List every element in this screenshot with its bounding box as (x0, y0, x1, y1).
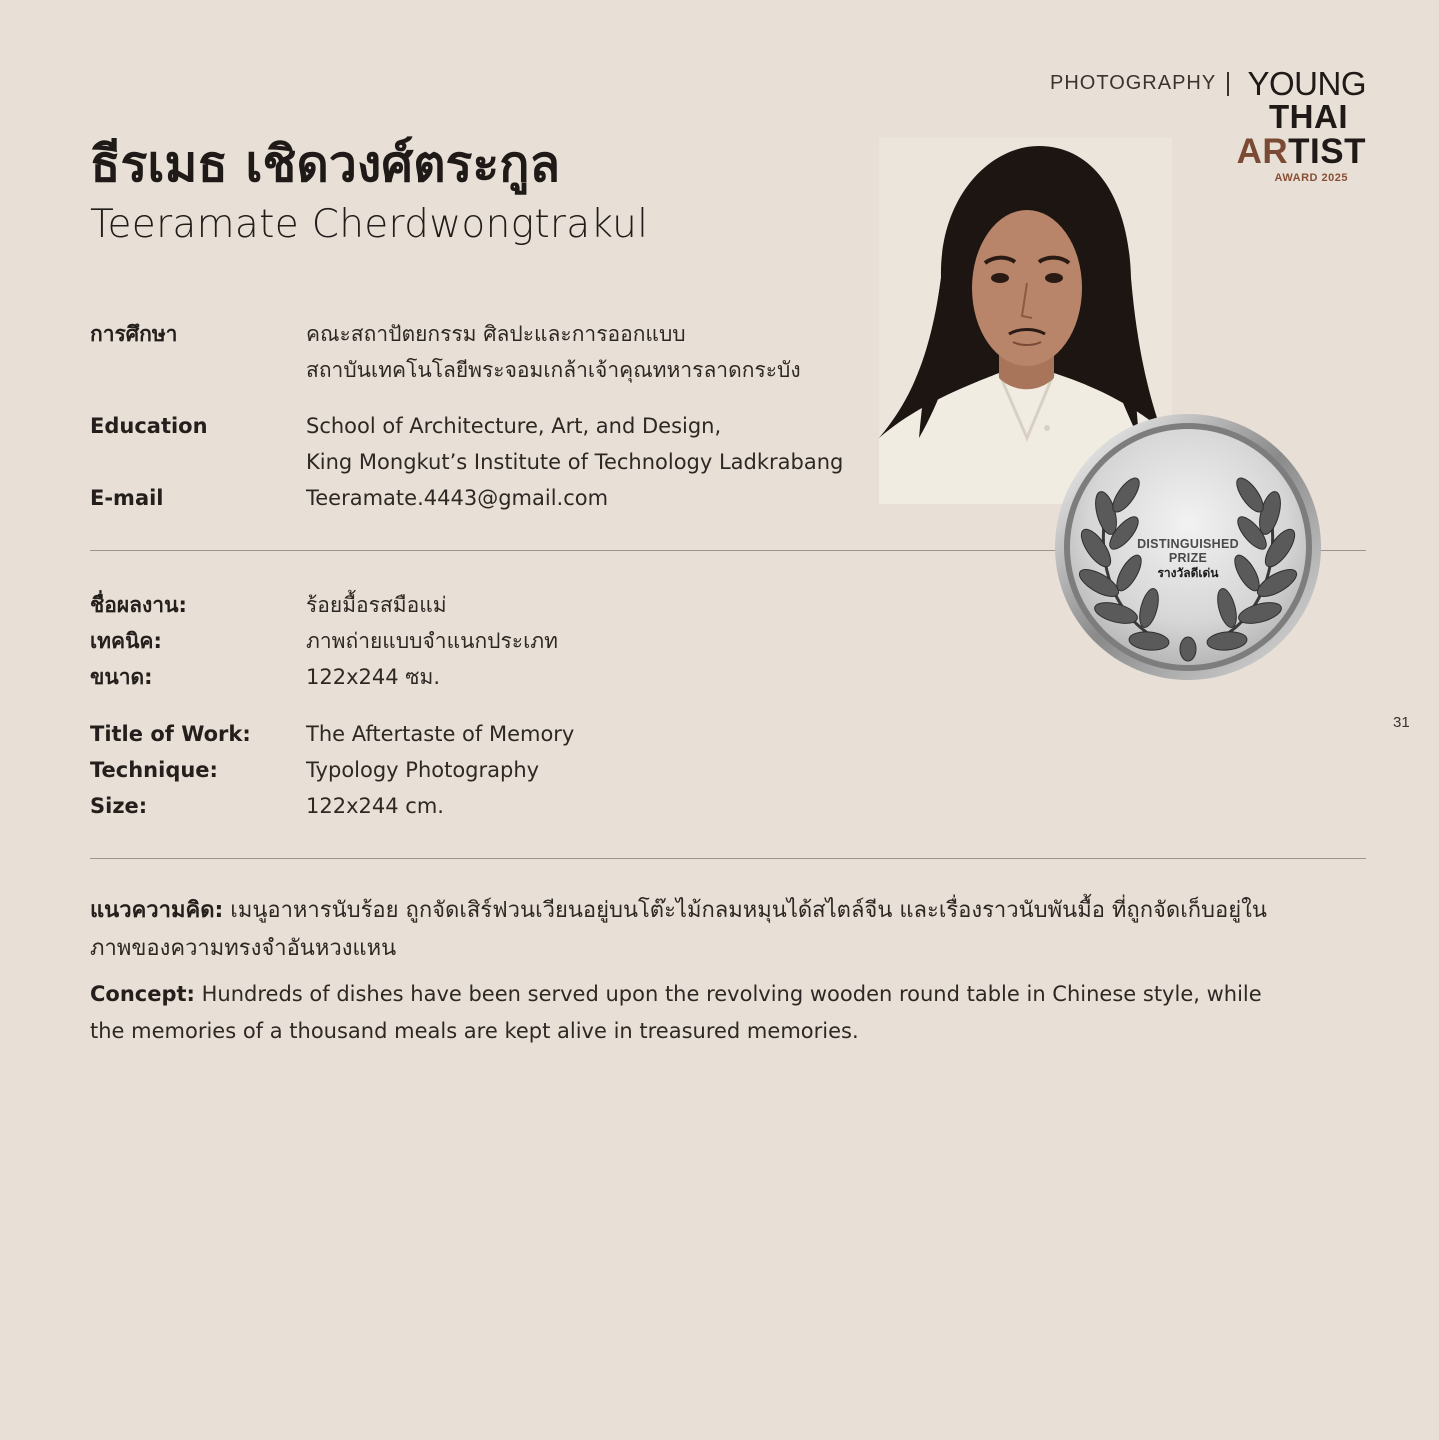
education-english-line2: King Mongkut’s Institute of Technology Ladkrabang (306, 450, 844, 474)
logo-award: AWARD 2025 (1274, 172, 1348, 184)
young-thai-artist-logo (1236, 65, 1368, 192)
concept-english-text: Hundreds of dishes have been served upon the revolving wooden round table in Chinese style, while the memories of a thousand meals are kept alive in treasured memories. (90, 982, 1262, 1043)
education-thai-label: การศึกษา (90, 322, 178, 346)
education-thai-line2: สถาบันเทคโนโลยีพระจอมเกล้าเจ้าคุณทหารลาดกระบัง (306, 358, 801, 382)
email-value[interactable]: Teeramate.4443@gmail.com (306, 486, 609, 510)
size-thai-value: 122x244 ซม. (306, 665, 441, 689)
page-number: 31 (1393, 714, 1410, 731)
concept-thai-text: เมนูอาหารนับร้อย ถูกจัดเสิร์ฟวนเวียนอยู่บนโต๊ะไม้กลมหมุนได้สไตล์จีน และเรื่องราวนับพันมื้อ ที่ถูกจัดเก็บอยู่ในภาพของความทรงจำอันหวงแหน (90, 898, 1267, 961)
concept-english-label: Concept: (90, 982, 195, 1006)
logo-artist (1237, 134, 1366, 170)
technique-english-label: Technique: (90, 758, 218, 782)
medal-line2: PRIZE (1168, 551, 1208, 565)
technique-english-value: Typology Photography (306, 758, 540, 782)
header-divider (1227, 72, 1229, 96)
size-english-value: 122x244 cm. (306, 794, 444, 818)
title-english-value: The Aftertaste of Memory (306, 722, 575, 746)
education-english-line1: School of Architecture, Art, and Design, (306, 414, 722, 438)
artist-name-thai: ธีรเมธ เชิดวงศ์ตระกูล (90, 135, 561, 193)
email-label: E-mail (90, 486, 164, 510)
education-english-label: Education (90, 414, 208, 438)
technique-thai-value: ภาพถ่ายแบบจำแนกประเภท (306, 629, 558, 653)
size-english-label: Size: (90, 794, 148, 818)
title-thai-value: ร้อยมื้อรสมือแม่ (306, 593, 447, 617)
education-thai-line1: คณะสถาปัตยกรรม ศิลปะและการออกแบบ (306, 322, 686, 346)
logo-artist-a: A (1236, 132, 1263, 171)
logo-artist-rest: TIST (1288, 132, 1366, 171)
title-thai-label: ชื่อผลงาน: (90, 593, 187, 617)
distinguished-prize-medal (1054, 413, 1322, 681)
title-english-label: Title of Work: (90, 722, 251, 746)
artist-name-english: Teeramate Cherdwongtrakul (90, 202, 649, 247)
logo-young: YOUNG (1247, 65, 1366, 102)
concept-thai (90, 892, 1290, 968)
medal-line1: DISTINGUISHED (1137, 537, 1239, 551)
concept-thai-label: แนวความคิด: (90, 898, 224, 923)
logo-thai: THAI (1269, 98, 1348, 135)
logo-artist-r: R (1262, 132, 1289, 171)
category-label: PHOTOGRAPHY (1050, 72, 1217, 94)
technique-thai-label: เทคนิค: (90, 629, 162, 653)
medal-line3: รางวัลดีเด่น (1157, 566, 1219, 580)
section-divider-2 (90, 858, 1366, 859)
concept-english (90, 976, 1290, 1050)
size-thai-label: ขนาด: (90, 665, 153, 689)
